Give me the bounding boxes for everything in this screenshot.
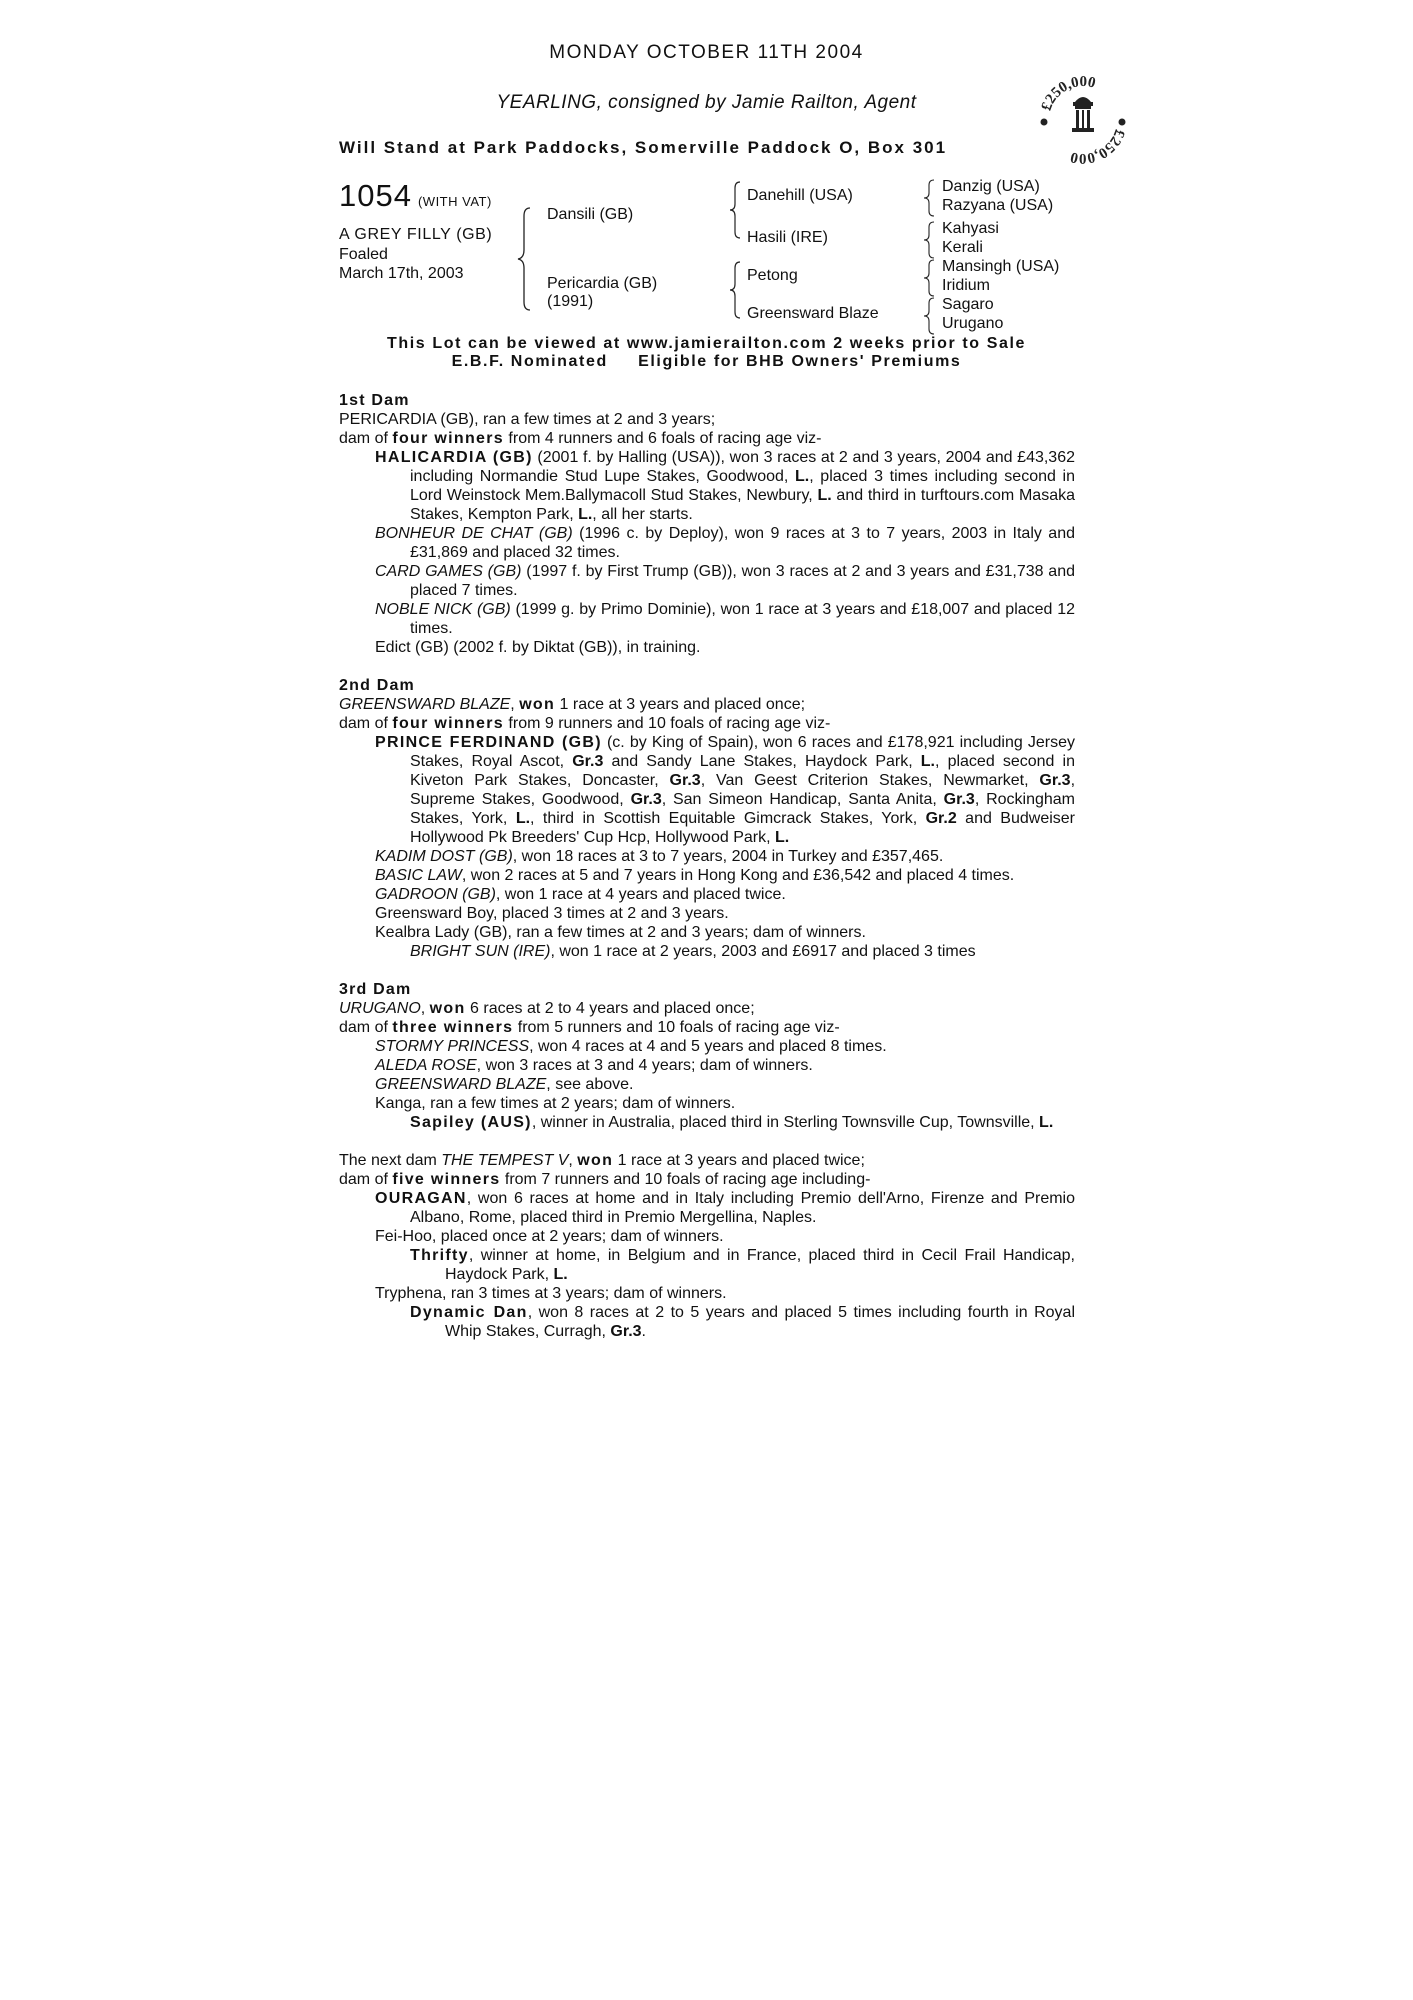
second-dam-produce-summary: dam of four winners from 9 runners and 10 foals of racing age viz- [339, 715, 831, 732]
pedigree-g2: Razyana (USA) [942, 197, 1054, 214]
pedigree-sire: Dansili (GB) [547, 206, 634, 223]
pedigree-dam-sire: Petong [747, 267, 798, 284]
third-dam-intro: URUGANO, won 6 races at 2 to 4 years and placed once; [339, 1000, 755, 1017]
lot-number: 1054 (WITH VAT) [339, 178, 492, 213]
foaled-date: March 17th, 2003 [339, 265, 464, 282]
pedigree-g5: Mansingh (USA) [942, 258, 1060, 275]
third-dam-produce-summary: dam of three winners from 5 runners and 10 foals of racing age viz- [339, 1019, 840, 1036]
produce-entry: Kealbra Lady (GB), ran a few times at 2 and 3 years; dam of winners. [375, 924, 866, 941]
produce-entry: BONHEUR DE CHAT (GB) (1996 c. by Deploy), won 9 races at 3 to 7 years, 2003 in Italy and £31,869 and placed 32 times. [375, 525, 1076, 561]
produce-entry: OURAGAN, won 6 races at home and in Italy including Premio dell'Arno, Firenze and Premio Albano, Rome, placed third in Premio Mergellina, Naples. [375, 1190, 1075, 1226]
produce-entry: GADROON (GB), won 1 race at 4 years and placed twice. [375, 886, 786, 903]
produce-entry: HALICARDIA (GB) (2001 f. by Halling (USA)), won 3 races at 2 and 3 years, 2004 and £43,362 including Normandie Stud Lupe Stakes, Goodwood, L., placed 3 times including second in Lord Weinstock Mem.Ballymacoll Stud Stakes, Newbury, L. and third in turftours.com Masaka Stakes, Kempton Park, L., all her starts. [375, 449, 1075, 523]
third-dam-heading: 3rd Dam [339, 981, 412, 998]
catalogue-body [339, 391, 1075, 1341]
vat-label: (WITH VAT) [417, 194, 492, 209]
lot-description: A GREY FILLY (GB) [339, 226, 493, 243]
fourth-dam-produce-summary: dam of five winners from 7 runners and 10 foals of racing age including- [339, 1171, 871, 1188]
produce-entry: Fei-Hoo, placed once at 2 years; dam of winners. [375, 1228, 724, 1245]
fourth-dam-intro: The next dam THE TEMPEST V, won 1 race at 3 years and placed twice; [339, 1152, 865, 1169]
svg-text:£250,000 [1069, 127, 1127, 166]
produce-entry: Greensward Boy, placed 3 times at 2 and 3 years. [375, 905, 729, 922]
grand-produce-entry: Dynamic Dan, won 8 races at 2 to 5 years and placed 5 times including fourth in Royal Whip Stakes, Curragh, Gr.3. [410, 1304, 1076, 1340]
foaled-label: Foaled [339, 246, 388, 263]
produce-entry: KADIM DOST (GB), won 18 races at 3 to 7 years, 2004 in Turkey and £357,465. [375, 848, 944, 865]
pedigree-brace-g3-icon [922, 258, 938, 298]
pedigree-g7: Sagaro [942, 296, 994, 313]
produce-entry: ALEDA ROSE, won 3 races at 3 and 4 years; dam of winners. [375, 1057, 813, 1074]
grand-produce-entry: Sapiley (AUS), winner in Australia, placed third in Sterling Townsville Cup, Townsville, L. [410, 1114, 1054, 1131]
produce-entry: NOBLE NICK (GB) (1999 g. by Primo Dominie), won 1 race at 3 years and £18,007 and placed 12 times. [375, 601, 1075, 637]
produce-entry: STORMY PRINCESS, won 4 races at 4 and 5 years and placed 8 times. [375, 1038, 887, 1055]
consignor-line: YEARLING, consigned by Jamie Railton, Agent [496, 92, 917, 113]
ebf-note: E.B.F. Nominated Eligible for BHB Owners' Premiums [451, 353, 962, 370]
pedigree-dam-year: (1991) [547, 293, 594, 310]
pedigree-sire-sire: Danehill (USA) [747, 187, 853, 204]
produce-entry: PRINCE FERDINAND (GB) (c. by King of Spain), won 6 races and £178,921 including Jersey Stakes, Royal Ascot, Gr.3 and Sandy Lane Stakes, Haydock Park, L., placed second in Kiveton Park Stakes, Doncaster, Gr.3, Van Geest Criterion Stakes, Newmarket, Gr.3, Supreme Stakes, Goodwood, Gr.3, San Simeon Handicap, Santa Anita, Gr.3, Rockingham Stakes, York, L., third in Scottish Equitable Gimcrack Stakes, York, Gr.2 and Budweiser Hollywood Pk Breeders' Cup Hcp, Hollywood Park, L. [375, 734, 1076, 846]
sale-date: MONDAY OCTOBER 11TH 2004 [549, 42, 864, 63]
second-dam-heading: 2nd Dam [339, 677, 415, 694]
pedigree-brace-main-icon [514, 204, 534, 314]
produce-entry: Kanga, ran a few times at 2 years; dam of winners. [375, 1095, 736, 1112]
pedigree-dam: Pericardia (GB) [547, 275, 658, 292]
viewing-note: This Lot can be viewed at www.jamierailton.com 2 weeks prior to Sale [386, 335, 1027, 352]
produce-entry: BASIC LAW, won 2 races at 5 and 7 years in Hong Kong and £36,542 and placed 4 times. [375, 867, 1015, 884]
pedigree-g1: Danzig (USA) [942, 178, 1040, 195]
stand-location: Will Stand at Park Paddocks, Somerville Paddock O, Box 301 [339, 138, 948, 157]
first-dam-heading: 1st Dam [339, 392, 410, 409]
pedigree-sire-dam: Hasili (IRE) [747, 229, 828, 246]
pedigree-brace-g2-icon [922, 220, 938, 260]
pedigree-brace-sire-icon [728, 180, 744, 240]
pedigree-brace-g4-icon [922, 296, 938, 336]
badge-text-top: £250,000 [1038, 73, 1097, 113]
pedigree-brace-g1-icon [922, 178, 938, 218]
pedigree-g3: Kahyasi [942, 220, 999, 237]
produce-entry: CARD GAMES (GB) (1997 f. by First Trump (GB)), won 3 races at 2 and 3 years and £31,738 and placed 7 times. [375, 563, 1075, 599]
first-dam-produce-summary: dam of four winners from 4 runners and 6 foals of racing age viz- [339, 430, 822, 447]
first-dam-intro: PERICARDIA (GB), ran a few times at 2 and 3 years; [339, 411, 716, 428]
produce-entry: GREENSWARD BLAZE, see above. [375, 1076, 634, 1093]
pedigree-g6: Iridium [942, 277, 991, 294]
badge-text-bottom: £250,000 [1069, 127, 1128, 166]
pedigree-brace-dam-icon [728, 260, 744, 320]
produce-entry: Edict (GB) (2002 f. by Diktat (GB)), in training. [375, 639, 701, 656]
grand-produce-entry: Thrifty, winner at home, in Belgium and in France, placed third in Cecil Frail Handicap, Haydock Park, L. [410, 1247, 1075, 1283]
price-badge-icon [1035, 70, 1131, 166]
grand-produce-entry: BRIGHT SUN (IRE), won 1 race at 2 years, 2003 and £6917 and placed 3 times [410, 943, 976, 960]
second-dam-intro: GREENSWARD BLAZE, won 1 race at 3 years and placed once; [339, 696, 806, 713]
pedigree-dam-dam: Greensward Blaze [747, 305, 879, 322]
produce-entry: Tryphena, ran 3 times at 3 years; dam of winners. [375, 1285, 727, 1302]
pedigree-g4: Kerali [942, 239, 983, 256]
pedigree-g8: Urugano [942, 315, 1004, 332]
